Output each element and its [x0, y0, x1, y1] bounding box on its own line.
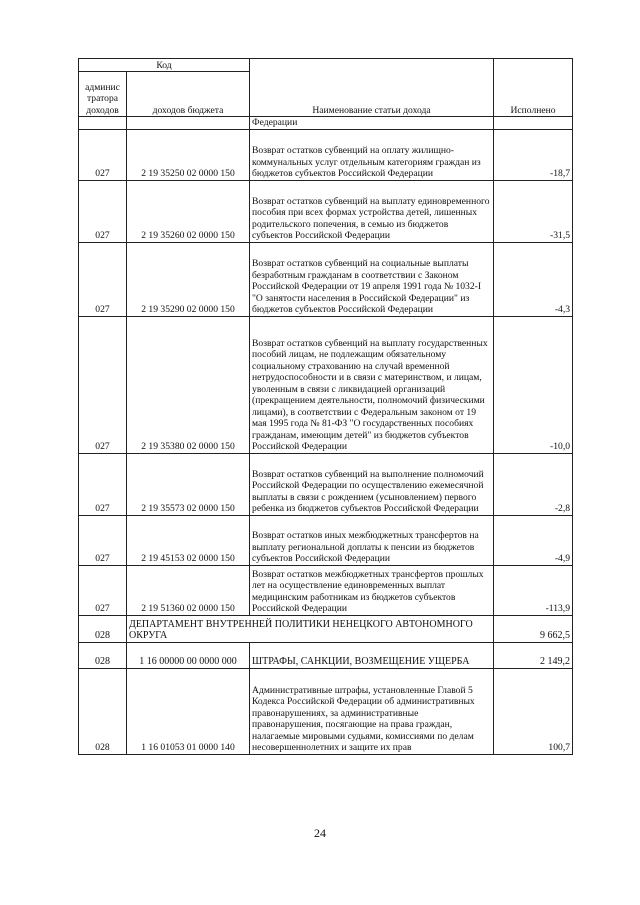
continuation-text: Федерации	[250, 117, 494, 130]
item-name: Возврат остатков субвенций на оплату жилищно-коммунальных услуг отдельным категориям граждан из бюджетов субъектов Российской Федерации	[250, 129, 494, 180]
item-name: Возврат остатков субвенций на выполнение полномочий Российской Федерации по осуществлению ежемесячной выплаты в связи с рождением (усыновлением) первого ребенка из бюджетов субъектов Российской Федерации	[250, 453, 494, 515]
header-name: Наименование статьи дохода	[250, 59, 494, 117]
budget-code: 2 19 51360 02 0000 150	[127, 565, 250, 615]
table-row	[79, 565, 573, 615]
table-row	[79, 668, 573, 754]
budget-code: 2 19 45153 02 0000 150	[127, 515, 250, 565]
item-name: Возврат остатков субвенций на социальные выплаты безработным гражданам в соответствии с Законом Российской Федерации от 19 апреля 1991 года № 1032-I "О занятости населения в Российской Федерации" из бюджетов субъектов Российской Федерации	[250, 242, 494, 316]
admin-code: 027	[79, 316, 127, 453]
dept-value: 9 662,5	[494, 615, 573, 642]
item-value: -4,3	[494, 242, 573, 316]
table-row	[79, 453, 573, 515]
item-name: Возврат остатков субвенций на выплату единовременного пособия при всех формах устройства детей, лишенных родительского попечения, в семью из бюджетов субъектов Российской Федерации	[250, 180, 494, 242]
admin-code: 028	[79, 668, 127, 754]
item-value: -4,9	[494, 515, 573, 565]
revenue-table	[78, 58, 573, 755]
item-value: 100,7	[494, 668, 573, 754]
item-name: Административные штрафы, установленные Главой 5 Кодекса Российской Федерации об административных правонарушениях, за административные правонарушения, посягающие на права граждан, налагаемые мировыми судьями, комиссиями по делам несовершеннолетних и защите их прав	[250, 668, 494, 754]
dept-admin-code: 028	[79, 615, 127, 642]
table-row	[79, 515, 573, 565]
fines-row	[79, 642, 573, 668]
item-name: Возврат остатков субвенций на выплату государственных пособий лицам, не подлежащим обязательному социальному страхованию на случай временной нетрудоспособности и в связи с материнством, и лицам, уволенным в связи с ликвидацией организаций (прекращением деятельности, полномочий физическими лицами), в соответствии с Федеральным законом от 19 мая 1995 года № 81-ФЗ "О государственных пособиях гражданам, имеющим детей" из бюджетов субъектов Российской Федерации	[250, 316, 494, 453]
table-row	[79, 180, 573, 242]
budget-code: 2 19 35260 02 0000 150	[127, 180, 250, 242]
budget-code: 2 19 35573 02 0000 150	[127, 453, 250, 515]
admin-code: 027	[79, 242, 127, 316]
header-row-top	[79, 59, 573, 72]
header-admin: админис тратора доходов	[79, 72, 127, 117]
admin-code: 027	[79, 515, 127, 565]
item-value: -18,7	[494, 129, 573, 180]
continuation-row	[79, 117, 573, 130]
item-value: -31,5	[494, 180, 573, 242]
item-value: -2,8	[494, 453, 573, 515]
header-executed: Исполнено	[494, 59, 573, 117]
page-number: 24	[314, 826, 326, 840]
header-budget: доходов бюджета	[127, 72, 250, 117]
header-code: Код	[79, 59, 250, 72]
admin-code: 027	[79, 565, 127, 615]
table-row	[79, 242, 573, 316]
budget-code: 2 19 35380 02 0000 150	[127, 316, 250, 453]
item-name: Возврат остатков межбюджетных трансфертов прошлых лет на осуществление единовременных выплат медицинским работникам из бюджетов субъектов Российской Федерации	[250, 565, 494, 615]
admin-code: 027	[79, 129, 127, 180]
fines-name: ШТРАФЫ, САНКЦИИ, ВОЗМЕЩЕНИЕ УЩЕРБА	[250, 642, 494, 668]
fines-budget-code: 1 16 00000 00 0000 000	[127, 642, 250, 668]
admin-code: 027	[79, 180, 127, 242]
item-name: Возврат остатков иных межбюджетных трансфертов на выплату региональной доплаты к пенсии из бюджетов субъектов Российской Федерации	[250, 515, 494, 565]
item-value: -113,9	[494, 565, 573, 615]
dept-row	[79, 615, 573, 642]
table-row	[79, 129, 573, 180]
budget-code: 1 16 01053 01 0000 140	[127, 668, 250, 754]
budget-code: 2 19 35290 02 0000 150	[127, 242, 250, 316]
dept-name: ДЕПАРТАМЕНТ ВНУТРЕННЕЙ ПОЛИТИКИ НЕНЕЦКОГО АВТОНОМНОГО ОКРУГА	[127, 615, 494, 642]
admin-code: 027	[79, 453, 127, 515]
item-value: -10,0	[494, 316, 573, 453]
fines-admin-code: 028	[79, 642, 127, 668]
fines-value: 2 149,2	[494, 642, 573, 668]
budget-code: 2 19 35250 02 0000 150	[127, 129, 250, 180]
table-row	[79, 316, 573, 453]
